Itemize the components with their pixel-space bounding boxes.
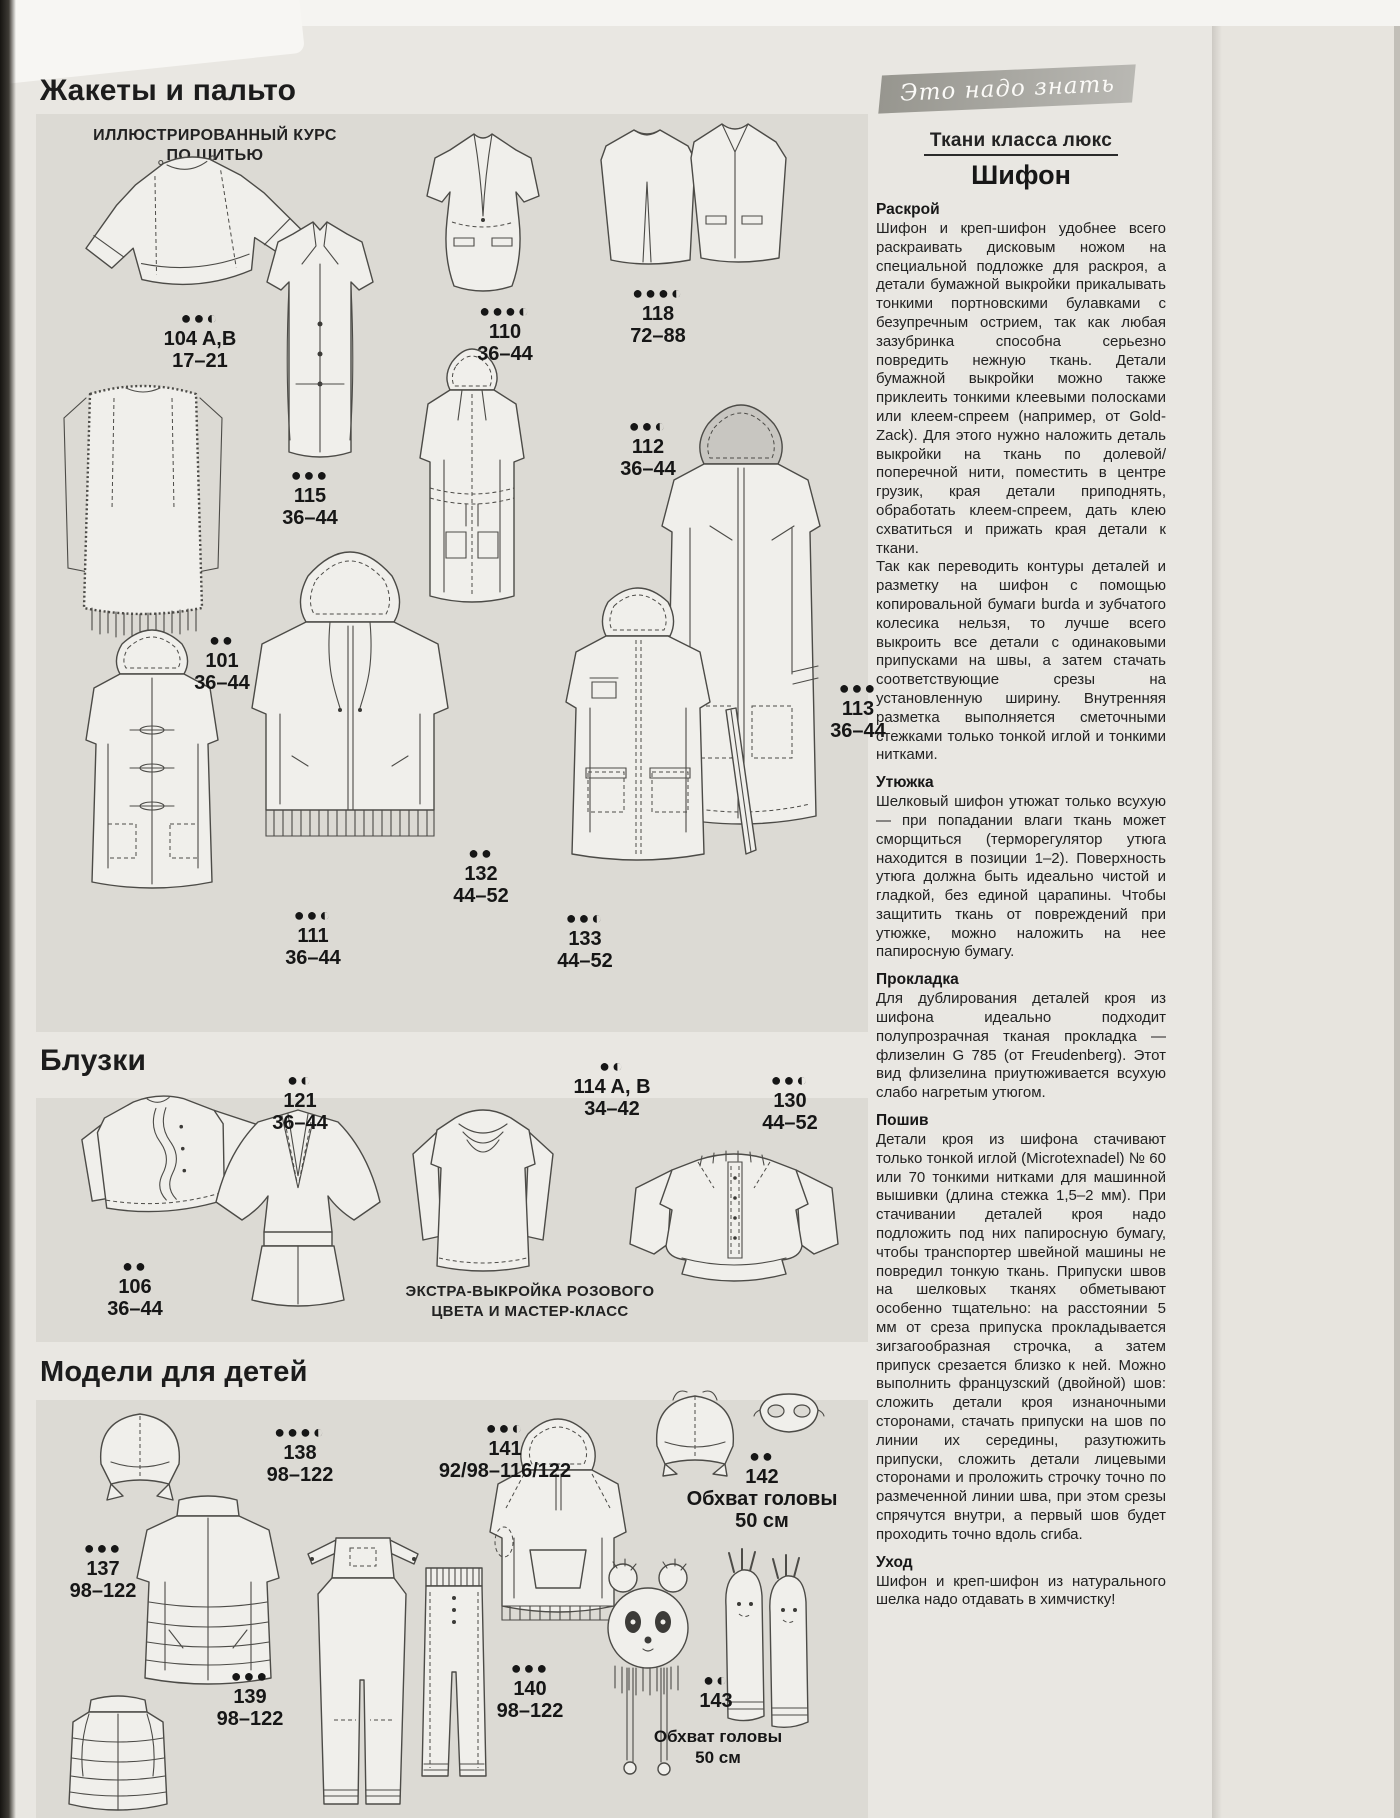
- pattern-label-114: ●◐ 114 A, B 34–42: [573, 1056, 651, 1120]
- sidebar-section-care: [876, 1554, 1166, 1611]
- pattern-label-143: ●◐ 143: [699, 1670, 733, 1712]
- sidebar-section-cutting: [876, 201, 1166, 765]
- difficulty-dots: ●●: [209, 630, 235, 650]
- difficulty-dots: ●◐: [287, 1070, 313, 1090]
- sidebar-section-sewing: [876, 1112, 1166, 1545]
- difficulty-dots: ●●●◐: [632, 283, 684, 303]
- difficulty-dots: ●●◐: [628, 416, 668, 436]
- course-note: ИЛЛЮСТРИРОВАННЫЙ КУРС ПО ШИТЬЮ: [93, 127, 337, 164]
- sidebar-section-heading: Уход: [876, 1553, 913, 1571]
- page-edge-line: [1394, 0, 1400, 1818]
- pattern-label-112: ●●◐ 112 36–44: [620, 416, 676, 480]
- pattern-label-137: ●●● 137 98–122: [69, 1538, 137, 1602]
- difficulty-dots: ●◐: [599, 1056, 625, 1076]
- pattern-label-132: ●● 132 44–52: [453, 843, 509, 907]
- banner-text: Это надо знать: [899, 71, 1115, 107]
- binding-spine: [0, 0, 16, 1818]
- sidebar-article: [876, 130, 1166, 1610]
- garment-sketch-jacket-118: [590, 112, 795, 284]
- pattern-label-113: ●●● 113 36–44: [830, 678, 886, 742]
- pattern-label-110: ●●●◐ 110 36–44: [477, 301, 533, 365]
- difficulty-dots: ●●●: [230, 1666, 270, 1686]
- sidebar-paragraph: Детали кроя из шифона стачивают только тонкой иглой (Microtexnadel) № 60 или 70 тонкими нитками для машинной вышивки (длина стежка 1,5–2 мм). При стачивании деталей кроя надо подложить под них папиросную бумагу, чтобы транспортер швейной машины не повредил тонкую ткань. Припуски швов на шелковых тканях обметывают особенно тщательно: на расстоянии 5 мм от среза припуска прокладывается зигзагообразная строчка, а затем припуск срезается близко к ней. Можно выполнить французский (двойной) шов: сложить детали кроя изнаночными сторонами, стачать припуски на шов по линии их середины, разутюжить припуски, сложить детали лицевыми сторонами и проложить строчку точно по размеченной линии шва, при этом срезы спрячутся внутри, а первый шов будет проходить точно вдоль сгиба.: [876, 1131, 1166, 1543]
- pattern-label-140: ●●● 140 98–122: [496, 1658, 564, 1722]
- section-heading-jackets: Жакеты и пальто: [40, 74, 297, 107]
- difficulty-dots: ●●◐: [293, 905, 333, 925]
- sidebar-title: Шифон: [971, 160, 1071, 190]
- sidebar-section-interfacing: [876, 971, 1166, 1103]
- sidebar-section-heading: Утюжка: [876, 774, 934, 792]
- sidebar-category: Ткани класса люкс: [876, 130, 1166, 156]
- difficulty-dots: ●●●◐: [274, 1422, 326, 1442]
- pattern-label-118: ●●●◐ 118 72–88: [630, 283, 686, 347]
- page-edge: [1212, 0, 1400, 1818]
- pattern-label-111: ●●◐ 111 36–44: [285, 905, 341, 969]
- difficulty-dots: ●●●: [290, 465, 330, 485]
- sidebar-section-heading: Раскрой: [876, 201, 940, 218]
- difficulty-dots: ●●●: [838, 678, 878, 698]
- know-this-banner: [878, 64, 1135, 113]
- sidebar-section-heading: Прокладка: [876, 971, 959, 989]
- sidebar-section-ironing: [876, 774, 1166, 962]
- pattern-label-139: ●●● 139 98–122: [216, 1666, 284, 1730]
- garment-sketch-blazer-110: [398, 120, 568, 308]
- extra-pattern-note: ЭКСТРА-ВЫКРОЙКА РОЗОВОГО ЦВЕТА И МАСТЕР-КЛАСС: [405, 1283, 655, 1320]
- garment-sketch-top-114: [393, 1090, 573, 1292]
- difficulty-dots: ●●◐: [770, 1070, 810, 1090]
- pattern-label-130: ●●◐ 130 44–52: [762, 1070, 818, 1134]
- sidebar-paragraph: Так как переводить контуры деталей и разметку на шифон с помощью копировальной бумаги burda и зубчатого колесика нельзя, то лучше всего выкроить все детали с одинаковыми припусками на швы, а затем стачать соответствующие срезы на установленную ширину. Внутренняя разметка выполняется сметочными стежками только тонкой иглой и тонкими нитками.: [876, 558, 1166, 764]
- pattern-label-142: ●● 142 Обхват головы 50 см: [686, 1446, 838, 1532]
- difficulty-dots: ●●◐: [565, 908, 605, 928]
- section-heading-children: Модели для детей: [40, 1356, 308, 1388]
- pattern-label-106: ●● 106 36–44: [107, 1256, 163, 1320]
- difficulty-dots: ●●◐: [485, 1418, 525, 1438]
- pattern-label-115: ●●● 115 36–44: [282, 465, 338, 529]
- section-heading-blouses: Блузки: [40, 1044, 147, 1077]
- pattern-label-141: ●●◐ 141 92/98–116/122: [438, 1418, 572, 1482]
- difficulty-dots: ●●: [122, 1256, 148, 1276]
- difficulty-dots: ●●●: [83, 1538, 123, 1558]
- pattern-label-133: ●●◐ 133 44–52: [557, 908, 613, 972]
- difficulty-dots: ●◐: [703, 1670, 729, 1690]
- sidebar-section-heading: Пошив: [876, 1112, 929, 1130]
- garment-sketch-coat-115: [238, 212, 403, 477]
- difficulty-dots: ●●●: [510, 1658, 550, 1678]
- difficulty-dots: ●●: [468, 843, 494, 863]
- sidebar-paragraph: Шифон и креп-шифон из натурального шелка надо отдавать в химчистку!: [876, 1572, 1166, 1609]
- garment-sketch-mask-142: [752, 1384, 827, 1444]
- difficulty-dots: ●●◐: [180, 308, 220, 328]
- pattern-label-101: ●● 101 36–44: [194, 630, 250, 694]
- sidebar-paragraph: Шифон и креп-шифон удобнее всего раскраивать дисковым ножом на специальной подложке для раскроя, а детали бумажной выкройки прикалывать тонкими портновскими булавками с безупречным острием, так как любая зазубринка способна серьезно повредить нежную ткань. Детали бумажной выкройки можно также приклеить тонкими клеевыми полосками или клеем-спреем (например, от Gold-Zack). Для этого нужно наложить деталь выкройки на ткань по долевой/поперечной нити, поместить в центре грузик, края детали приподнять, обработать клеем-спреем, дать клею схватиться и прижать края детали к ткани.: [876, 220, 1166, 557]
- garment-sketch-parka-133: [512, 562, 772, 884]
- head-circumference-note: Обхват головы 50 см: [653, 1727, 783, 1767]
- pattern-label-121: ●◐ 121 36–44: [272, 1070, 328, 1134]
- garment-sketch-anorak-132: [222, 518, 477, 863]
- sidebar-paragraph: Для дублирования деталей кроя из шифона идеально подходит полупрозрачная тканая прокладка — флизелин G 785 (от Freudenberg). Этот вид флизелина приутюживается всухую слабо нагретым утюгом.: [876, 990, 1166, 1102]
- pattern-label-104: ●●◐ 104 A,B 17–21: [163, 308, 237, 372]
- garment-sketch-puffer-vest-137: [43, 1686, 193, 1818]
- garment-sketch-fur-coat-101: [48, 350, 238, 650]
- pattern-label-138: ●●●◐ 138 98–122: [266, 1422, 334, 1486]
- difficulty-dots: ●●●◐: [479, 301, 531, 321]
- difficulty-dots: ●●: [749, 1446, 775, 1466]
- sidebar-paragraph: Шелковый шифон утюжат только всухую — при попадании влаги ткань может сморщиться (терморегулятор утюга находится в позиции 1–2). Поверхность утюга должна быть идеально чистой и гладкой, без единой царапины. Чтобы защитить ткань от повреждений при утюжке, можно наложить на нее папиросную бумагу.: [876, 793, 1166, 961]
